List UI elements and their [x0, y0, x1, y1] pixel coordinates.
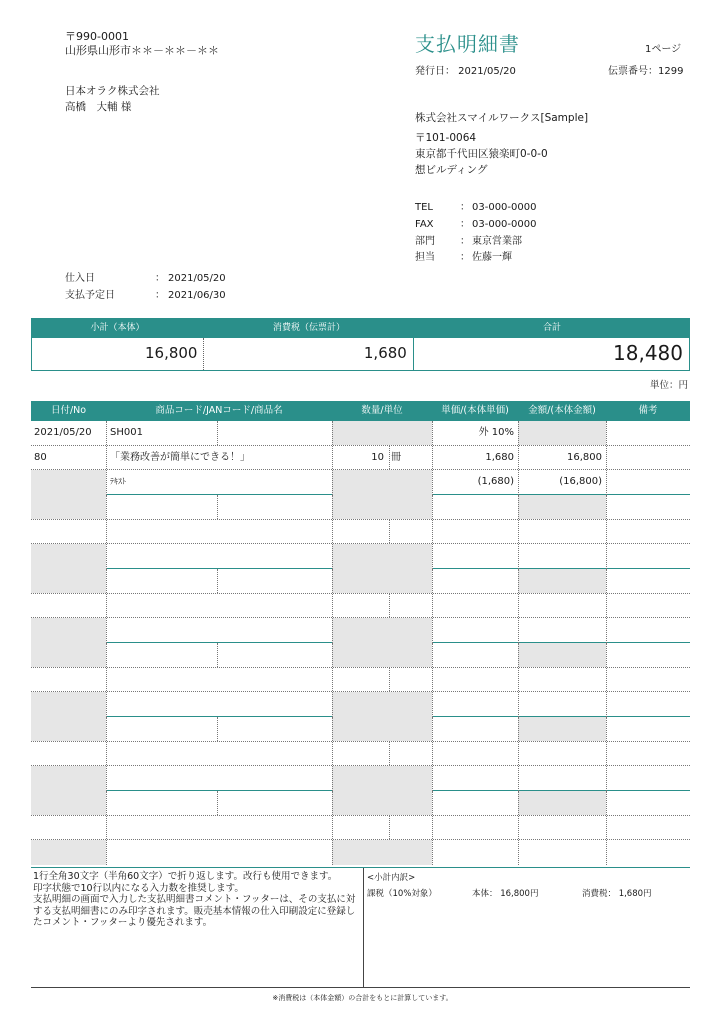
empty-cell: [432, 742, 518, 766]
unit-divider: [389, 446, 390, 470]
empty-cell: [606, 594, 690, 618]
item-blank: [31, 470, 106, 495]
empty-cell: [31, 594, 106, 618]
subtotal-breakdown: [364, 868, 690, 987]
payment-date-value: 2021/06/30: [168, 290, 226, 301]
empty-cell: [332, 495, 432, 519]
empty-cell: [106, 594, 332, 618]
empty-cell: [432, 692, 518, 717]
empty-cell: [332, 816, 432, 840]
empty-cell: [432, 569, 518, 593]
col-remarks: 備考: [638, 405, 658, 416]
empty-cell: [518, 692, 606, 717]
empty-cell: [332, 594, 432, 618]
payment-date-label: 支払予定日: [65, 290, 115, 301]
detail-header: [31, 401, 690, 421]
jan-divider: [217, 495, 218, 519]
table-row: [31, 618, 690, 643]
summary-header: [31, 318, 690, 338]
empty-cell: [31, 643, 106, 667]
staff-label: 担当: [415, 252, 435, 263]
empty-cell: [518, 668, 606, 692]
item-unit: 冊: [391, 451, 401, 463]
slip-number: 伝票番号：1299: [608, 66, 684, 77]
issuer-staff-row: [415, 248, 512, 263]
empty-cell: [31, 668, 106, 692]
unit-divider: [389, 594, 390, 618]
document-title: 支払明細書: [415, 32, 520, 56]
item-sub-price: (1,680): [432, 470, 518, 495]
issue-date: 発行日： 2021/05/20: [415, 66, 516, 77]
item-code: [106, 421, 332, 445]
total-header: 合計: [542, 323, 561, 333]
recipient-person: 高橋 大輔 様: [65, 101, 132, 113]
jan-divider: [217, 569, 218, 593]
empty-cell: [31, 692, 106, 717]
empty-cell: [106, 495, 332, 519]
table-row: [31, 816, 690, 841]
issuer-building: 想ビルディング: [415, 164, 488, 176]
payment-date-row: [65, 286, 226, 301]
empty-cell: [606, 495, 690, 519]
unit-divider: [389, 520, 390, 544]
item-remarks-3: [606, 470, 690, 495]
empty-cell: [432, 766, 518, 791]
empty-cell: [432, 495, 518, 519]
empty-cell: [31, 618, 106, 643]
fax-label: FAX: [415, 219, 434, 230]
empty-cell: [432, 594, 518, 618]
item-no: 80: [34, 451, 47, 463]
dept-sep: ：: [460, 236, 470, 247]
issuer-address: 東京都千代田区猿楽町0-0-0: [415, 148, 548, 160]
breakdown-base: 本体： 16,800円: [472, 889, 539, 899]
item-date: 2021/05/20: [34, 427, 92, 438]
empty-cell: [432, 520, 518, 544]
empty-cell: [332, 791, 432, 815]
empty-cell: [106, 692, 332, 717]
empty-cell: [518, 569, 606, 593]
col-product: 商品コード/JANコード/商品名: [155, 405, 283, 416]
recipient-address: 山形県山形市＊＊－＊＊－＊＊: [65, 44, 219, 57]
empty-cell: [606, 791, 690, 815]
empty-cell: [31, 791, 106, 815]
empty-cell: [518, 643, 606, 667]
unit-divider: [389, 668, 390, 692]
item-tax-note: 外 10%: [432, 421, 518, 445]
empty-cell: [106, 840, 332, 865]
table-row: [31, 840, 690, 865]
comment-text: 1行全角30文字（半角60文字）で折り返します。改行も使用できます。 印字状態で10行以内になる入力数を推奨します。 支払明細の画面で入力した支払明細書コメント・フッターは、その支払に対する支払明細書にのみ印字されます。販売基本情報の仕入印刷設定に登録したコメント・フッターより優先されます。: [31, 868, 364, 987]
empty-cell: [106, 544, 332, 569]
empty-cell: [31, 766, 106, 791]
item-code-text: SH001: [110, 427, 143, 438]
breakdown-label: 課税（10%対象）: [367, 889, 437, 899]
empty-cell: [606, 766, 690, 791]
page-number: 1ページ: [645, 44, 682, 55]
empty-cell: [606, 840, 690, 865]
empty-cell: [606, 618, 690, 643]
empty-cell: [518, 594, 606, 618]
empty-cell: [432, 618, 518, 643]
jan-divider: [217, 791, 218, 815]
empty-cell: [518, 618, 606, 643]
empty-cell: [31, 495, 106, 519]
detail-table: [31, 401, 690, 865]
empty-cell: [332, 692, 432, 717]
empty-cell: [31, 717, 106, 741]
empty-cell: [106, 791, 332, 815]
table-row: [31, 766, 690, 791]
empty-cell: [332, 766, 432, 791]
empty-cell: [332, 840, 432, 865]
empty-cell: [106, 766, 332, 791]
table-row: [31, 692, 690, 717]
tel-value: 03-000-0000: [472, 202, 537, 213]
empty-cell: [31, 840, 106, 865]
empty-cell: [106, 742, 332, 766]
empty-cell: [332, 717, 432, 741]
table-row: [31, 569, 690, 594]
table-row: [31, 520, 690, 545]
empty-cell: [31, 742, 106, 766]
breakdown-tax: 消費税： 1,680円: [582, 889, 652, 899]
empty-cell: [106, 520, 332, 544]
table-row: [31, 470, 690, 495]
empty-cell: [518, 766, 606, 791]
empty-cell: [518, 495, 606, 519]
currency-unit: 単位：円: [649, 380, 688, 391]
empty-cell: [606, 520, 690, 544]
table-row: [31, 495, 690, 520]
item-name: 「業務改善が簡単にできる！」: [106, 446, 332, 470]
purchase-date-row: [65, 269, 226, 284]
empty-cell: [432, 668, 518, 692]
table-row: [31, 668, 690, 693]
payment-date-sep: ：: [155, 290, 165, 301]
empty-cell: [31, 816, 106, 840]
empty-cell: [332, 618, 432, 643]
empty-cell: [606, 692, 690, 717]
empty-cell: [518, 840, 606, 865]
issuer-postal: 〒101-0064: [415, 132, 477, 144]
empty-cell: [432, 816, 518, 840]
line-item-empty: [31, 569, 690, 643]
subtotal-header: 小計（本体）: [90, 323, 145, 333]
table-row: [31, 643, 690, 668]
line-item-empty: [31, 717, 690, 791]
line-item: [31, 421, 690, 495]
unit-divider: [389, 816, 390, 840]
staff-value: 佐藤一輝: [472, 252, 512, 263]
col-qty-unit: 数量/単位: [361, 405, 403, 416]
item-amount: 16,800: [518, 446, 606, 470]
tax-footnote: ※消費税は（本体金額）の合計をもとに計算しています。: [272, 994, 453, 1002]
empty-cell: [606, 569, 690, 593]
purchase-date-label: 仕入日: [65, 273, 95, 284]
empty-cell: [606, 544, 690, 569]
line-item-empty: [31, 791, 690, 865]
item-qty: [332, 446, 432, 470]
fax-value: 03-000-0000: [472, 219, 537, 230]
table-row: [31, 421, 690, 446]
empty-cell: [106, 569, 332, 593]
empty-cell: [606, 816, 690, 840]
table-row: [31, 544, 690, 569]
item-blank-qty: [332, 470, 432, 495]
empty-cell: [518, 520, 606, 544]
item-price: 1,680: [432, 446, 518, 470]
empty-cell: [518, 816, 606, 840]
item-sub-amount: (16,800): [518, 470, 606, 495]
empty-cell: [106, 816, 332, 840]
recipient-company: 日本オラク株式会社: [65, 85, 160, 97]
issuer-tel-row: [415, 198, 536, 213]
empty-cell: [332, 520, 432, 544]
purchase-date-value: 2021/05/20: [168, 273, 226, 284]
empty-cell: [606, 668, 690, 692]
table-row: [31, 791, 690, 816]
empty-cell: [606, 717, 690, 741]
table-row: [31, 594, 690, 619]
dept-value: 東京営業部: [472, 236, 522, 247]
empty-cell: [432, 643, 518, 667]
item-remarks-2: [606, 446, 690, 470]
empty-cell: [31, 544, 106, 569]
empty-cell: [518, 791, 606, 815]
col-amount: 金額/(本体金額): [528, 405, 596, 416]
item-qty-value: 10: [371, 451, 384, 463]
table-row: [31, 742, 690, 767]
dept-label: 部門: [415, 236, 435, 247]
jan-divider: [217, 421, 218, 445]
empty-cell: [332, 742, 432, 766]
jan-divider: [217, 717, 218, 741]
col-date-no: 日付/No: [50, 405, 87, 416]
empty-cell: [606, 643, 690, 667]
item-amount-blank: [518, 421, 606, 445]
item-remarks: [606, 421, 690, 445]
empty-cell: [518, 717, 606, 741]
empty-cell: [432, 840, 518, 865]
tel-label: TEL: [415, 202, 433, 213]
tax-value: 1,680: [204, 338, 413, 370]
issuer-fax-row: [415, 215, 536, 230]
empty-cell: [432, 544, 518, 569]
table-row: [31, 717, 690, 742]
line-item-empty: [31, 495, 690, 569]
total-value: 18,480: [613, 341, 683, 365]
tax-header: 消費税（伝票計）: [272, 323, 345, 333]
line-item-empty: [31, 643, 690, 717]
unit-divider: [389, 742, 390, 766]
recipient-postal: 〒990-0001: [65, 30, 129, 43]
breakdown-row: [367, 887, 687, 899]
subtotal-value: 16,800: [32, 338, 204, 370]
empty-cell: [332, 668, 432, 692]
empty-cell: [31, 569, 106, 593]
empty-cell: [106, 668, 332, 692]
empty-cell: [31, 520, 106, 544]
tel-sep: ：: [460, 202, 470, 213]
jan-divider: [217, 643, 218, 667]
summary-values: [31, 338, 690, 371]
table-row: [31, 446, 690, 471]
issuer-company: 株式会社スマイルワークス[Sample]: [415, 112, 589, 124]
empty-cell: [432, 717, 518, 741]
issuer-dept-row: [415, 232, 522, 247]
empty-cell: [432, 791, 518, 815]
breakdown-title: <小計内訳>: [367, 873, 416, 883]
empty-cell: [518, 544, 606, 569]
col-unit-price: 単価/(本体単価): [441, 405, 509, 416]
empty-cell: [106, 717, 332, 741]
empty-cell: [518, 742, 606, 766]
item-qty-blank: [332, 421, 432, 445]
empty-cell: [332, 544, 432, 569]
summary-table: [31, 318, 690, 371]
purchase-date-sep: ：: [155, 273, 165, 284]
empty-cell: [332, 569, 432, 593]
footer-section: [31, 867, 690, 988]
empty-cell: [106, 643, 332, 667]
empty-cell: [606, 742, 690, 766]
empty-cell: [106, 618, 332, 643]
empty-cell: [332, 643, 432, 667]
staff-sep: ：: [460, 252, 470, 263]
item-sub-name: ﾃｷｽﾄ: [106, 470, 332, 495]
fax-sep: ：: [460, 219, 470, 230]
